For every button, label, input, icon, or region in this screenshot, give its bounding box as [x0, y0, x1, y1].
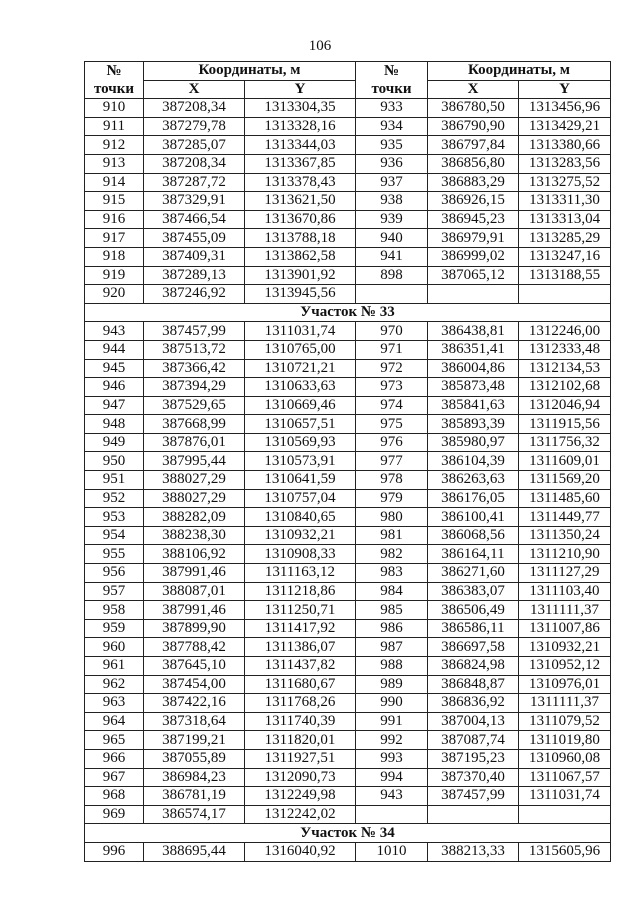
y-coord-left: 1313788,18: [245, 229, 356, 248]
point-no-left: 960: [85, 638, 144, 657]
x-coord-left: 387668,99: [144, 415, 245, 434]
x-coord-right: 388213,33: [428, 842, 519, 861]
y-coord-right: 1313380,66: [519, 136, 611, 155]
table-row: [85, 768, 611, 787]
y-coord-left: 1311820,01: [245, 731, 356, 750]
y-coord-left: 1311163,12: [245, 564, 356, 583]
table-row: [85, 340, 611, 359]
point-no-right: 982: [356, 545, 428, 564]
point-no-right: 971: [356, 340, 428, 359]
y-coord-right: 1311111,37: [519, 601, 611, 620]
x-coord-left: 387329,91: [144, 192, 245, 211]
point-no-right: 977: [356, 452, 428, 471]
y-coord-left: 1311927,51: [245, 749, 356, 768]
x-coord-right: 386438,81: [428, 322, 519, 341]
y-coord-right: 1311449,77: [519, 508, 611, 527]
point-label-left: точки: [85, 80, 144, 99]
y-coord-right: 1311103,40: [519, 582, 611, 601]
y-coord-left: 1311250,71: [245, 601, 356, 620]
x-coord-left: 388106,92: [144, 545, 245, 564]
x-coord-left: 387289,13: [144, 266, 245, 285]
x-coord-left: 387457,99: [144, 322, 245, 341]
x-coord-right: 386945,23: [428, 210, 519, 229]
point-no-left: 963: [85, 694, 144, 713]
x-coord-right: 386790,90: [428, 117, 519, 136]
point-no-right: 991: [356, 712, 428, 731]
x-coord-right: 386979,91: [428, 229, 519, 248]
section-header-row: [85, 824, 611, 843]
point-no-right: 940: [356, 229, 428, 248]
point-no-right: 898: [356, 266, 428, 285]
point-no-left: 952: [85, 489, 144, 508]
point-no-left: 962: [85, 675, 144, 694]
point-no-left: 944: [85, 340, 144, 359]
y-header-right: Y: [519, 80, 611, 99]
x-coord-right: 387065,12: [428, 266, 519, 285]
point-no-right: 970: [356, 322, 428, 341]
x-coord-right: 386797,84: [428, 136, 519, 155]
table-row: [85, 452, 611, 471]
point-no-header-right: [356, 62, 428, 81]
point-no-left: 914: [85, 173, 144, 192]
y-coord-left: 1311768,26: [245, 694, 356, 713]
point-no-left: 919: [85, 266, 144, 285]
point-no-left: 912: [85, 136, 144, 155]
y-coord-left: 1313378,43: [245, 173, 356, 192]
point-no-right: 941: [356, 247, 428, 266]
point-no-right: 976: [356, 433, 428, 452]
point-no-right: 937: [356, 173, 428, 192]
point-no-left: 917: [85, 229, 144, 248]
y-coord-right: 1310952,12: [519, 657, 611, 676]
x-coord-left: 388695,44: [144, 842, 245, 861]
x-coord-left: 387455,09: [144, 229, 245, 248]
y-coord-right: 1313313,04: [519, 210, 611, 229]
y-coord-right: [519, 285, 611, 304]
y-coord-right: 1311007,86: [519, 619, 611, 638]
point-no-header-left: [85, 62, 144, 81]
x-coord-left: 387394,29: [144, 378, 245, 397]
table-row: [85, 638, 611, 657]
y-coord-right: 1313275,52: [519, 173, 611, 192]
x-coord-left: 388282,09: [144, 508, 245, 527]
no-label: №: [383, 62, 400, 79]
point-no-left: 915: [85, 192, 144, 211]
y-coord-left: 1313901,92: [245, 266, 356, 285]
x-header-left: X: [144, 80, 245, 99]
y-coord-left: 1313862,58: [245, 247, 356, 266]
table-row: [85, 489, 611, 508]
y-coord-right: 1310960,08: [519, 749, 611, 768]
point-no-right: 939: [356, 210, 428, 229]
y-coord-right: 1311569,20: [519, 471, 611, 490]
x-coord-left: 387318,64: [144, 712, 245, 731]
table-row: [85, 192, 611, 211]
point-no-right: 973: [356, 378, 428, 397]
y-coord-right: 1315605,96: [519, 842, 611, 861]
table-row: [85, 657, 611, 676]
table-row: [85, 582, 611, 601]
y-coord-left: 1311680,67: [245, 675, 356, 694]
point-no-right: 993: [356, 749, 428, 768]
table-row: [85, 322, 611, 341]
y-coord-left: 1310932,21: [245, 526, 356, 545]
y-coord-left: 1310757,04: [245, 489, 356, 508]
y-coord-left: 1310765,00: [245, 340, 356, 359]
no-label: №: [106, 62, 122, 79]
y-coord-left: 1313344,03: [245, 136, 356, 155]
x-coord-left: 387055,89: [144, 749, 245, 768]
y-coord-left: 1310573,91: [245, 452, 356, 471]
table-row: [85, 842, 611, 861]
x-coord-right: 385893,39: [428, 415, 519, 434]
y-coord-left: 1310840,65: [245, 508, 356, 527]
x-coord-right: 386164,11: [428, 545, 519, 564]
table-row: [85, 508, 611, 527]
y-coord-right: 1312102,68: [519, 378, 611, 397]
point-no-right: 984: [356, 582, 428, 601]
point-no-right: 983: [356, 564, 428, 583]
table-row: [85, 247, 611, 266]
x-coord-right: 386697,58: [428, 638, 519, 657]
coords-header-left: Координаты, м: [144, 62, 356, 81]
y-coord-left: 1313621,50: [245, 192, 356, 211]
y-coord-right: 1313188,55: [519, 266, 611, 285]
point-no-left: 950: [85, 452, 144, 471]
y-coord-left: 1310721,21: [245, 359, 356, 378]
table-row: [85, 285, 611, 304]
table-row: [85, 731, 611, 750]
x-coord-right: 386883,29: [428, 173, 519, 192]
x-coord-right: 386586,11: [428, 619, 519, 638]
point-no-left: 996: [85, 842, 144, 861]
point-no-left: 951: [85, 471, 144, 490]
table-row: [85, 675, 611, 694]
y-coord-right: 1313285,29: [519, 229, 611, 248]
y-coord-left: 1313304,35: [245, 99, 356, 118]
x-coord-right: 386004,86: [428, 359, 519, 378]
x-header-right: X: [428, 80, 519, 99]
table-row: [85, 415, 611, 434]
point-no-left: 910: [85, 99, 144, 118]
y-coord-left: 1310633,63: [245, 378, 356, 397]
point-no-right: 972: [356, 359, 428, 378]
table-row: [85, 694, 611, 713]
y-coord-left: 1313945,56: [245, 285, 356, 304]
point-no-left: 946: [85, 378, 144, 397]
table-row: [85, 787, 611, 806]
point-no-right: 980: [356, 508, 428, 527]
point-no-left: 920: [85, 285, 144, 304]
table-row: [85, 210, 611, 229]
table-row: [85, 471, 611, 490]
y-coord-left: 1312242,02: [245, 805, 356, 824]
y-coord-left: 1312090,73: [245, 768, 356, 787]
coords-header-right: Координаты, м: [428, 62, 611, 81]
point-no-left: 968: [85, 787, 144, 806]
x-coord-right: 385873,48: [428, 378, 519, 397]
point-no-right: 933: [356, 99, 428, 118]
point-no-right: 978: [356, 471, 428, 490]
point-no-left: 957: [85, 582, 144, 601]
y-coord-right: 1311350,24: [519, 526, 611, 545]
x-coord-left: 387788,42: [144, 638, 245, 657]
point-no-right: 979: [356, 489, 428, 508]
x-coord-left: 387645,10: [144, 657, 245, 676]
y-coord-right: 1313456,96: [519, 99, 611, 118]
point-no-left: 965: [85, 731, 144, 750]
table-row: [85, 545, 611, 564]
y-coord-right: 1313311,30: [519, 192, 611, 211]
y-coord-right: 1311079,52: [519, 712, 611, 731]
point-no-left: 949: [85, 433, 144, 452]
point-no-left: 916: [85, 210, 144, 229]
x-coord-left: 386781,19: [144, 787, 245, 806]
table-body: [85, 99, 611, 861]
table-row: [85, 136, 611, 155]
table-row: [85, 601, 611, 620]
x-coord-right: 385841,63: [428, 396, 519, 415]
x-coord-left: 387199,21: [144, 731, 245, 750]
point-no-right: [356, 285, 428, 304]
table-row: [85, 117, 611, 136]
y-coord-right: 1311127,29: [519, 564, 611, 583]
point-no-right: 943: [356, 787, 428, 806]
y-coord-left: 1316040,92: [245, 842, 356, 861]
x-coord-right: 386848,87: [428, 675, 519, 694]
y-coord-right: 1311609,01: [519, 452, 611, 471]
y-coord-right: [519, 805, 611, 824]
table-row: [85, 154, 611, 173]
x-coord-right: 386999,02: [428, 247, 519, 266]
x-coord-right: 386383,07: [428, 582, 519, 601]
y-coord-left: 1311740,39: [245, 712, 356, 731]
x-coord-left: 387454,00: [144, 675, 245, 694]
y-coord-left: 1312249,98: [245, 787, 356, 806]
x-coord-left: 387422,16: [144, 694, 245, 713]
y-coord-left: 1313328,16: [245, 117, 356, 136]
table-row: [85, 712, 611, 731]
y-coord-right: 1312333,48: [519, 340, 611, 359]
x-coord-right: 386068,56: [428, 526, 519, 545]
x-coord-right: [428, 285, 519, 304]
y-coord-left: 1313670,86: [245, 210, 356, 229]
y-coord-right: 1312046,94: [519, 396, 611, 415]
x-coord-left: 388027,29: [144, 471, 245, 490]
x-coord-left: 387285,07: [144, 136, 245, 155]
table-row: [85, 619, 611, 638]
point-no-left: 961: [85, 657, 144, 676]
point-no-right: 987: [356, 638, 428, 657]
y-coord-left: 1313367,85: [245, 154, 356, 173]
page-number: 106: [308, 38, 332, 54]
point-no-right: 994: [356, 768, 428, 787]
x-coord-right: 386836,92: [428, 694, 519, 713]
y-coord-right: 1311915,56: [519, 415, 611, 434]
y-coord-right: 1313283,56: [519, 154, 611, 173]
point-no-right: 936: [356, 154, 428, 173]
x-coord-left: 387995,44: [144, 452, 245, 471]
point-no-right: 1010: [356, 842, 428, 861]
point-no-right: 974: [356, 396, 428, 415]
point-no-left: 967: [85, 768, 144, 787]
table-row: [85, 433, 611, 452]
x-coord-right: 387457,99: [428, 787, 519, 806]
table-row: [85, 564, 611, 583]
point-no-right: 981: [356, 526, 428, 545]
table-row: [85, 99, 611, 118]
point-no-left: 953: [85, 508, 144, 527]
y-coord-right: 1310932,21: [519, 638, 611, 657]
x-coord-right: 387370,40: [428, 768, 519, 787]
x-coord-right: 386263,63: [428, 471, 519, 490]
point-no-left: 945: [85, 359, 144, 378]
x-coord-left: 388027,29: [144, 489, 245, 508]
point-no-right: [356, 805, 428, 824]
point-no-left: 947: [85, 396, 144, 415]
point-no-right: 990: [356, 694, 428, 713]
point-no-left: 955: [85, 545, 144, 564]
point-no-right: 975: [356, 415, 428, 434]
point-no-right: 992: [356, 731, 428, 750]
point-no-left: 969: [85, 805, 144, 824]
y-coord-left: 1310641,59: [245, 471, 356, 490]
y-coord-left: 1311218,86: [245, 582, 356, 601]
x-coord-left: 387876,01: [144, 433, 245, 452]
point-no-left: 958: [85, 601, 144, 620]
y-coord-right: 1311111,37: [519, 694, 611, 713]
x-coord-left: 387991,46: [144, 601, 245, 620]
x-coord-left: 386984,23: [144, 768, 245, 787]
x-coord-right: 386271,60: [428, 564, 519, 583]
y-coord-right: 1311019,80: [519, 731, 611, 750]
x-coord-left: 386574,17: [144, 805, 245, 824]
x-coord-left: 387246,92: [144, 285, 245, 304]
x-coord-left: 388238,30: [144, 526, 245, 545]
table-row: [85, 173, 611, 192]
x-coord-right: 386780,50: [428, 99, 519, 118]
table-row: [85, 526, 611, 545]
y-coord-left: 1311031,74: [245, 322, 356, 341]
x-coord-right: 386856,80: [428, 154, 519, 173]
y-coord-left: 1310657,51: [245, 415, 356, 434]
point-no-right: 985: [356, 601, 428, 620]
x-coord-right: 386926,15: [428, 192, 519, 211]
table-row: [85, 229, 611, 248]
x-coord-left: 387991,46: [144, 564, 245, 583]
point-no-left: 911: [85, 117, 144, 136]
y-coord-right: 1311067,57: [519, 768, 611, 787]
point-no-left: 966: [85, 749, 144, 768]
x-coord-right: 386104,39: [428, 452, 519, 471]
y-coord-right: 1311210,90: [519, 545, 611, 564]
x-coord-right: 386100,41: [428, 508, 519, 527]
point-no-right: 935: [356, 136, 428, 155]
x-coord-left: 387279,78: [144, 117, 245, 136]
x-coord-left: 387366,42: [144, 359, 245, 378]
point-no-right: 934: [356, 117, 428, 136]
x-coord-right: 387195,23: [428, 749, 519, 768]
point-no-left: 918: [85, 247, 144, 266]
point-no-right: 989: [356, 675, 428, 694]
section-title: Участок № 34: [85, 824, 611, 843]
y-coord-right: 1310976,01: [519, 675, 611, 694]
x-coord-left: 387409,31: [144, 247, 245, 266]
x-coord-left: 387287,72: [144, 173, 245, 192]
point-no-right: 986: [356, 619, 428, 638]
point-no-left: 959: [85, 619, 144, 638]
table-row: [85, 805, 611, 824]
x-coord-left: 387466,54: [144, 210, 245, 229]
y-coord-right: 1311485,60: [519, 489, 611, 508]
y-coord-right: 1313247,16: [519, 247, 611, 266]
y-coord-left: 1310569,93: [245, 433, 356, 452]
table-row: [85, 396, 611, 415]
section-header-row: [85, 303, 611, 322]
point-no-left: 964: [85, 712, 144, 731]
x-coord-left: 387208,34: [144, 99, 245, 118]
point-no-left: 943: [85, 322, 144, 341]
x-coord-right: [428, 805, 519, 824]
point-no-right: 988: [356, 657, 428, 676]
x-coord-left: 387529,65: [144, 396, 245, 415]
y-coord-right: 1311756,32: [519, 433, 611, 452]
y-coord-left: 1310669,46: [245, 396, 356, 415]
y-coord-left: 1311437,82: [245, 657, 356, 676]
table-row: [85, 749, 611, 768]
table-row: [85, 359, 611, 378]
table-row: [85, 266, 611, 285]
x-coord-right: 386506,49: [428, 601, 519, 620]
y-coord-right: 1313429,21: [519, 117, 611, 136]
x-coord-left: 387208,34: [144, 154, 245, 173]
y-coord-right: 1311031,74: [519, 787, 611, 806]
table-row: [85, 378, 611, 397]
coordinates-table: [84, 61, 611, 862]
y-coord-right: 1312246,00: [519, 322, 611, 341]
x-coord-right: 386176,05: [428, 489, 519, 508]
y-coord-left: 1311417,92: [245, 619, 356, 638]
point-label-right: точки: [356, 80, 428, 99]
y-coord-left: 1311386,07: [245, 638, 356, 657]
y-coord-left: 1310908,33: [245, 545, 356, 564]
point-no-left: 956: [85, 564, 144, 583]
point-no-right: 938: [356, 192, 428, 211]
point-no-left: 948: [85, 415, 144, 434]
y-coord-right: 1312134,53: [519, 359, 611, 378]
x-coord-right: 386351,41: [428, 340, 519, 359]
y-header-left: Y: [245, 80, 356, 99]
x-coord-right: 387087,74: [428, 731, 519, 750]
x-coord-right: 386824,98: [428, 657, 519, 676]
point-no-left: 913: [85, 154, 144, 173]
x-coord-left: 388087,01: [144, 582, 245, 601]
point-no-left: 954: [85, 526, 144, 545]
x-coord-left: 387513,72: [144, 340, 245, 359]
x-coord-right: 385980,97: [428, 433, 519, 452]
x-coord-right: 387004,13: [428, 712, 519, 731]
x-coord-left: 387899,90: [144, 619, 245, 638]
section-title: Участок № 33: [85, 303, 611, 322]
